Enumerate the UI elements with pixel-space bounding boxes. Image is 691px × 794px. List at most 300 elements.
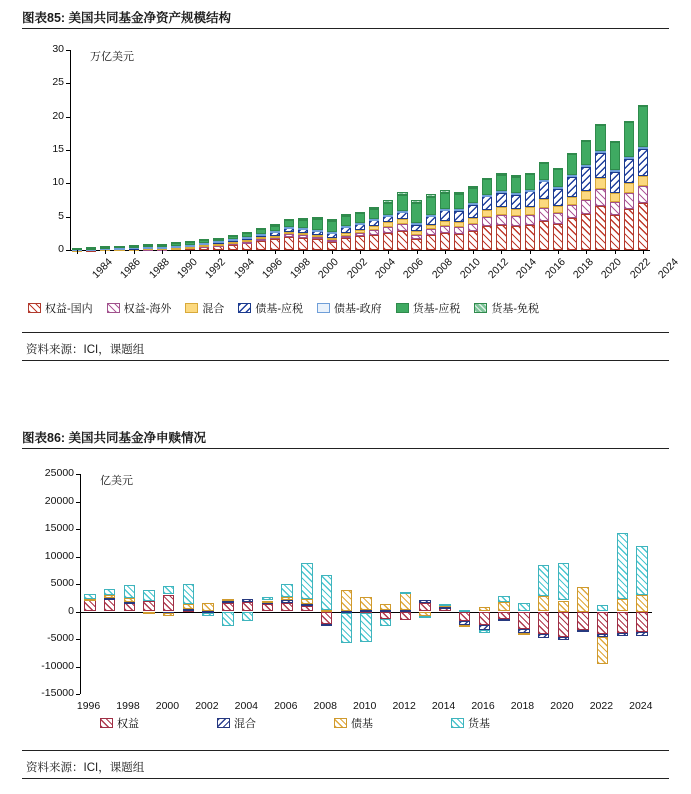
bar-segment: [581, 214, 591, 250]
bar-segment: [624, 209, 634, 250]
bar-segment: [636, 612, 647, 633]
x-tick-label-86: 2022: [589, 700, 614, 712]
bar-segment: [104, 595, 115, 599]
x-tick-85: [105, 250, 106, 254]
bar-segment: [397, 211, 407, 213]
bar-segment: [380, 610, 391, 612]
legend-label: 权益: [117, 718, 139, 730]
bar-segment: [270, 239, 280, 250]
bar-segment: [482, 217, 492, 226]
legend-item-86-3: [451, 715, 490, 731]
bar-segment: [496, 207, 506, 214]
bar-segment: [242, 599, 253, 602]
legend-item-86-2: [334, 715, 373, 731]
bar-segment: [538, 596, 549, 612]
bar-segment: [440, 221, 450, 226]
bar-segment: [84, 600, 95, 612]
bar-segment: [242, 612, 253, 621]
bar-segment: [511, 193, 521, 195]
bar-segment: [341, 233, 351, 236]
bar-segment: [419, 616, 430, 618]
bar-segment: [171, 242, 181, 244]
bar-segment: [595, 125, 605, 152]
bar-segment: [199, 239, 209, 241]
figure-85-block: [0, 0, 691, 375]
bar-segment: [597, 612, 608, 635]
bar-segment: [411, 231, 421, 234]
y-tick-label-86: 10000: [44, 549, 74, 562]
bar-segment: [355, 213, 365, 223]
bar-segment: [355, 212, 365, 214]
bar-segment: [185, 241, 195, 243]
bar-segment: [539, 180, 549, 182]
figure-85-legend: [28, 300, 678, 316]
legend-item-85-0: [28, 300, 93, 316]
bar-segment: [380, 604, 391, 611]
x-tick-label-85: 2018: [570, 256, 596, 282]
bar-segment: [327, 242, 337, 250]
x-tick-85: [615, 250, 616, 254]
bar-segment: [213, 238, 223, 240]
x-tick-label-85: 2024: [655, 256, 681, 282]
x-tick-85: [473, 250, 474, 254]
bar-segment: [281, 597, 292, 600]
y-tick-label-86: 25000: [44, 467, 74, 479]
bar-segment: [270, 231, 280, 233]
x-tick-85: [77, 250, 78, 254]
bar-segment: [468, 188, 478, 203]
bar-segment: [539, 181, 549, 199]
bar-segment: [400, 610, 411, 612]
legend-label: 货基-免税: [491, 303, 540, 315]
bar-segment: [624, 121, 634, 123]
legend-swatch-债基-应税: [238, 303, 251, 313]
figure-86-source: 资料来源：ICI，课题组: [26, 762, 145, 774]
bar-segment: [242, 237, 252, 239]
bar-segment: [360, 597, 371, 610]
bar-segment: [595, 153, 605, 178]
y-tick-85: [66, 50, 70, 51]
y-tick-label-86: -5000: [47, 632, 74, 644]
y-tick-86: [76, 584, 80, 585]
figure-86-title: 图表86: 美国共同基金净申赎情况: [22, 431, 207, 445]
bar-segment: [312, 237, 322, 239]
bar-segment: [496, 173, 506, 175]
figure-85-source: 资料来源：ICI，课题组: [26, 344, 145, 356]
x-tick-85: [190, 250, 191, 254]
bar-segment: [419, 603, 430, 612]
x-tick-label-86: 2000: [155, 700, 180, 712]
x-tick-label-85: 1988: [146, 256, 172, 282]
bar-segment: [369, 230, 379, 235]
bar-segment: [538, 612, 549, 635]
bar-segment: [581, 141, 591, 166]
bar-segment: [581, 191, 591, 200]
bar-segment: [567, 197, 577, 206]
bar-segment: [284, 219, 294, 221]
y-tick-label-85: 30: [52, 43, 64, 55]
bar-segment: [312, 230, 322, 232]
bar-segment: [525, 215, 535, 225]
x-tick-85: [332, 250, 333, 254]
legend-swatch-债基-政府: [317, 303, 330, 313]
figure-85-source-rule: [22, 332, 669, 333]
x-tick-label-85: 2022: [627, 256, 653, 282]
bar-segment: [468, 224, 478, 231]
bar-segment: [498, 612, 509, 619]
bar-segment: [281, 600, 292, 602]
bar-segment: [539, 221, 549, 250]
y-tick-label-85: 10: [52, 176, 64, 189]
bar-segment: [341, 214, 351, 216]
y-tick-85: [66, 250, 70, 251]
bar-segment: [440, 233, 450, 250]
bar-segment: [439, 604, 450, 606]
y-tick-label-86: 0: [68, 604, 74, 617]
bar-segment: [400, 593, 411, 611]
legend-item-85-2: [185, 300, 224, 316]
bar-segment: [511, 175, 521, 177]
bar-segment: [426, 197, 436, 215]
legend-label: 货基: [468, 718, 490, 730]
bar-segment: [400, 612, 411, 620]
bar-segment: [454, 222, 464, 227]
bar-segment: [321, 610, 332, 612]
bar-segment: [567, 218, 577, 250]
x-tick-85: [275, 250, 276, 254]
bar-segment: [636, 595, 647, 612]
bar-segment: [327, 232, 337, 234]
x-tick-label-85: 2010: [457, 256, 483, 282]
y-tick-label-85: 0: [58, 243, 64, 255]
bar-segment: [440, 190, 450, 192]
bar-segment: [482, 178, 492, 180]
bar-segment: [383, 203, 393, 215]
bar-segment: [341, 613, 352, 643]
bar-segment: [171, 246, 181, 248]
bar-segment: [454, 192, 464, 194]
bar-segment: [411, 239, 421, 250]
y-tick-85: [66, 150, 70, 151]
bar-segment: [380, 619, 391, 626]
bar-segment: [183, 609, 194, 611]
bar-segment: [558, 637, 569, 640]
legend-item-85-3: [238, 300, 303, 316]
bar-segment: [610, 215, 620, 250]
bar-segment: [284, 232, 294, 234]
bar-segment: [213, 244, 223, 246]
bar-segment: [262, 604, 273, 611]
x-tick-label-86: 2014: [431, 700, 456, 712]
figure-86-block: [0, 420, 691, 794]
x-tick-85: [303, 250, 304, 254]
bar-segment: [84, 599, 95, 601]
figure-86-legend: [100, 715, 660, 731]
bar-segment: [163, 595, 174, 612]
bar-segment: [411, 235, 421, 239]
x-tick-85: [134, 250, 135, 254]
x-tick-label-85: 1990: [174, 256, 200, 282]
x-tick-label-86: 2010: [353, 700, 377, 712]
y-tick-label-86: -15000: [41, 687, 74, 699]
legend-swatch-混合: [217, 718, 230, 728]
y-tick-label-85: 5: [58, 209, 64, 222]
legend-item-86-1: [217, 715, 256, 731]
bar-segment: [426, 235, 436, 250]
bar-segment: [553, 213, 563, 224]
bar-segment: [468, 231, 478, 250]
x-tick-label-86: 2012: [392, 700, 416, 712]
y-axis-line-86: [80, 474, 81, 694]
bar-segment: [369, 207, 379, 209]
bar-segment: [411, 203, 421, 223]
bar-segment: [383, 222, 393, 226]
bar-segment: [301, 606, 312, 611]
bar-segment: [202, 603, 213, 611]
bar-segment: [157, 247, 167, 249]
x-tick-label-85: 1984: [89, 256, 115, 282]
bar-segment: [411, 225, 421, 232]
bar-segment: [400, 592, 411, 594]
bar-segment: [624, 157, 634, 159]
x-tick-label-85: 1998: [287, 256, 313, 282]
bar-segment: [479, 607, 490, 612]
bar-segment: [256, 228, 266, 230]
bar-segment: [281, 603, 292, 612]
bar-segment: [440, 209, 450, 211]
legend-swatch-债基: [334, 718, 347, 728]
y-tick-86: [76, 502, 80, 503]
bar-segment: [426, 194, 436, 197]
bar-segment: [213, 241, 223, 243]
bar-segment: [270, 224, 280, 226]
bar-segment: [638, 147, 648, 149]
bar-segment: [525, 191, 535, 207]
bar-segment: [617, 533, 628, 599]
bar-segment: [610, 141, 620, 143]
bar-segment: [617, 612, 628, 633]
bar-segment: [341, 590, 352, 611]
y-tick-86: [76, 557, 80, 558]
bar-segment: [242, 602, 253, 612]
bar-segment: [242, 240, 252, 242]
bar-segment: [256, 237, 266, 239]
bar-segment: [397, 195, 407, 211]
bar-segment: [553, 206, 563, 213]
bar-segment: [538, 565, 549, 595]
figure-86-title-rule: [22, 448, 669, 449]
bar-segment: [284, 227, 294, 229]
y-tick-label-86: 20000: [44, 494, 74, 507]
bar-segment: [539, 163, 549, 180]
bar-segment: [624, 122, 634, 157]
bar-segment: [397, 192, 407, 195]
bar-segment: [341, 238, 351, 250]
legend-item-85-4: [317, 300, 382, 316]
bar-segment: [440, 226, 450, 233]
bar-segment: [202, 613, 213, 616]
bar-segment: [369, 219, 379, 221]
bar-segment: [454, 209, 464, 211]
bar-segment: [86, 247, 96, 249]
bar-segment: [479, 612, 490, 625]
figure-86-bottom-rule: [22, 778, 669, 779]
bar-segment: [327, 238, 337, 240]
bar-segment: [638, 105, 648, 107]
bar-segment: [355, 230, 365, 233]
bar-segment: [617, 599, 628, 612]
bar-segment: [143, 244, 153, 246]
x-tick-85: [501, 250, 502, 254]
y-axis-line-85: [70, 50, 71, 250]
legend-swatch-权益: [100, 718, 113, 728]
bar-segment: [567, 153, 577, 155]
bar-segment: [183, 604, 194, 609]
figure-85-title-rule: [22, 28, 669, 29]
bar-segment: [595, 206, 605, 250]
legend-label: 权益-国内: [45, 303, 93, 315]
bar-segment: [518, 612, 529, 630]
bar-segment: [595, 124, 605, 126]
bar-segment: [479, 630, 490, 633]
bar-segment: [468, 205, 478, 218]
legend-label: 债基: [351, 718, 373, 730]
x-tick-85: [388, 250, 389, 254]
bar-segment: [360, 613, 371, 642]
bar-segment: [459, 612, 470, 622]
bar-segment: [498, 596, 509, 602]
y-tick-label-86: 5000: [50, 577, 74, 589]
bar-segment: [199, 245, 209, 247]
legend-swatch-货基: [451, 718, 464, 728]
bar-segment: [369, 226, 379, 230]
bar-segment: [143, 247, 153, 249]
legend-label: 混合: [202, 303, 225, 315]
bar-segment: [397, 231, 407, 250]
bar-segment: [143, 590, 154, 601]
y-tick-86: [76, 474, 80, 475]
bar-segment: [636, 546, 647, 596]
bar-segment: [525, 190, 535, 192]
bar-segment: [525, 174, 535, 190]
x-tick-label-85: 1994: [231, 256, 257, 282]
x-tick-label-85: 2002: [344, 256, 370, 282]
bar-segment: [397, 224, 407, 231]
x-tick-label-86: 2004: [234, 700, 258, 712]
bar-segment: [597, 605, 608, 611]
legend-label: 权益-海外: [123, 303, 172, 315]
bar-segment: [454, 194, 464, 209]
x-tick-85: [247, 250, 248, 254]
bar-segment: [270, 226, 280, 232]
bar-segment: [222, 603, 233, 611]
bar-segment: [298, 220, 308, 229]
bar-segment: [298, 235, 308, 238]
x-tick-85: [417, 250, 418, 254]
bar-segment: [577, 612, 588, 630]
y-tick-label-86: 15000: [44, 522, 74, 534]
bar-segment: [284, 234, 294, 237]
bar-segment: [454, 227, 464, 233]
bar-segment: [312, 219, 322, 230]
bar-segment: [610, 202, 620, 215]
bar-segment: [143, 612, 154, 614]
x-tick-label-85: 2020: [599, 256, 625, 282]
bar-segment: [298, 228, 308, 230]
y-axis-unit-label-86: 亿美元: [100, 475, 133, 487]
bar-segment: [143, 601, 154, 611]
x-tick-label-86: 2020: [550, 700, 574, 712]
bar-segment: [301, 604, 312, 606]
bar-segment: [539, 199, 549, 207]
bar-segment: [610, 141, 620, 170]
bar-segment: [553, 169, 563, 187]
y-tick-86: [76, 529, 80, 530]
bar-segment: [539, 208, 549, 221]
bar-segment: [511, 195, 521, 210]
y-tick-86: [76, 639, 80, 640]
bar-segment: [369, 220, 379, 226]
legend-swatch-混合: [185, 303, 198, 313]
bar-segment: [567, 177, 577, 197]
bar-segment: [185, 245, 195, 247]
bar-segment: [270, 236, 280, 238]
bar-segment: [312, 217, 322, 219]
bar-segment: [163, 613, 174, 616]
bar-segment: [581, 140, 591, 142]
y-tick-85: [66, 117, 70, 118]
bar-segment: [157, 244, 167, 246]
bar-segment: [496, 215, 506, 225]
x-tick-label-86: 2008: [313, 700, 337, 712]
bar-segment: [411, 223, 421, 225]
bar-segment: [439, 607, 450, 609]
x-tick-label-85: 1986: [118, 256, 144, 282]
bar-segment: [468, 186, 478, 188]
bar-segment: [228, 242, 238, 244]
figure-86-source-rule: [22, 750, 669, 751]
bar-segment: [163, 586, 174, 595]
bar-segment: [124, 598, 135, 602]
x-tick-85: [445, 250, 446, 254]
bar-segment: [341, 236, 351, 239]
bar-segment: [298, 238, 308, 250]
bar-segment: [199, 243, 209, 245]
bar-segment: [511, 177, 521, 193]
bar-segment: [355, 236, 365, 250]
bar-segment: [454, 234, 464, 250]
bar-segment: [355, 233, 365, 236]
legend-item-86-0: [100, 715, 139, 731]
bar-segment: [419, 600, 430, 602]
bar-segment: [638, 176, 648, 186]
bar-segment: [482, 195, 492, 197]
x-tick-label-86: 1998: [116, 700, 140, 712]
bar-segment: [459, 625, 470, 628]
bar-segment: [558, 601, 569, 612]
x-tick-label-85: 1992: [203, 256, 229, 282]
bar-segment: [256, 234, 266, 236]
bar-segment: [624, 193, 634, 209]
bar-segment: [558, 563, 569, 601]
bar-segment: [638, 203, 648, 250]
bar-segment: [511, 216, 521, 226]
x-tick-label-86: 2024: [629, 700, 653, 712]
bar-segment: [242, 243, 252, 250]
bar-segment: [567, 175, 577, 177]
bar-segment: [482, 210, 492, 217]
bar-segment: [482, 226, 492, 250]
